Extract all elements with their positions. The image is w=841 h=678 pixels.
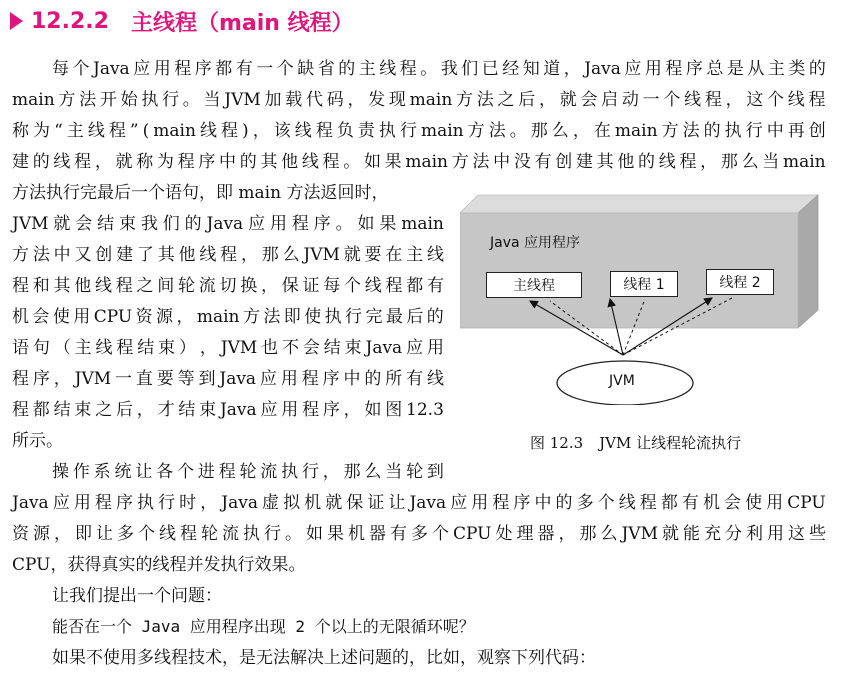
main-thread-box: 主线程 bbox=[486, 272, 582, 298]
figure-number: 图 12.3 bbox=[530, 434, 584, 452]
text-line: 方 法 中 又 创 建 了 其 他 线 程 ， 那 么 JVM 就 要 在 主 线 bbox=[12, 245, 444, 265]
text-line: CPU，获得真实的线程并发执行效果。 bbox=[12, 555, 306, 575]
paragraph-5: 如果不使用多线程技术，是无法解决上述问题的，比如，观察下列代码： bbox=[52, 648, 596, 668]
text-line: 每 个 Java 应 用 程 序 都 有 一 个 缺 省 的 主 线 程 。 我 们 已 经 知 道 ， Java 应 用 程 序 总 是 从 主 类 的 bbox=[52, 59, 826, 79]
text-line: main 方 法 开 始 执 行 。 当 JVM 加 载 代 码 ， 发 现 main 方 法 之 后 ， 就 会 启 动 一 个 线 程 ， 这 个 线 程 bbox=[12, 90, 826, 110]
java-app-label: Java 应用程序 bbox=[490, 235, 581, 251]
paragraph-3: 让我们提出一个问题： bbox=[52, 586, 222, 606]
text-line: 程 序 ， JVM 一 直 要 等 到 Java 应 用 程 序 中 的 所 有 线 bbox=[12, 369, 444, 389]
box-top-face bbox=[460, 195, 818, 213]
figure-caption bbox=[530, 432, 741, 453]
paragraph-4-question: 能否在一个 Java 应用程序出现 2 个以上的无限循环呢？ bbox=[52, 617, 475, 636]
section-title: 主线程（main 线程） bbox=[130, 10, 354, 36]
figure-jvm-threads bbox=[460, 175, 840, 465]
box-side-face bbox=[798, 195, 818, 328]
thread-1-box: 线程 1 bbox=[610, 271, 678, 297]
text-line: 方法执行完最后一个语句，即 main 方法返回时， bbox=[12, 183, 389, 203]
text-line: 程 都 结 束 之 后 ， 才 结 束 Java 应 用 程 序 ， 如 图 12.3 bbox=[12, 400, 444, 420]
text-line: 称 为 “ 主 线 程 ” ( main 线 程 ) ， 该 线 程 负 责 执 行 main 方 法 。 那 么 ， 在 main 方 法 的 执 行 中 再 创 bbox=[12, 121, 826, 141]
figure-caption-text: JVM 让线程轮流执行 bbox=[599, 434, 742, 452]
text-line: Java 应 用 程 序 执 行 时 ， Java 虚 拟 机 就 保 证 让 Java 应 用 程 序 中 的 多 个 线 程 都 有 机 会 使 用 CPU bbox=[12, 493, 826, 513]
section-number: 12.2.2 bbox=[31, 8, 109, 34]
text-line: 建 的 线 程 ， 就 称 为 程 序 中 的 其 他 线 程 。 如 果 main 方 法 中 没 有 创 建 其 他 的 线 程 ， 那 么 当 main bbox=[12, 152, 826, 172]
section-heading bbox=[10, 6, 354, 36]
text-line: 机 会 使 用 CPU 资 源 ， main 方 法 即 使 执 行 完 最 后 的 bbox=[12, 307, 444, 327]
thread-2-box: 线程 2 bbox=[706, 269, 774, 295]
triangle-bullet-icon bbox=[10, 12, 23, 30]
text-line: 语 句 （ 主 线 程 结 束 ） ， JVM 也 不 会 结 束 Java 应 用 bbox=[12, 338, 444, 358]
text-line: JVM 就 会 结 束 我 们 的 Java 应 用 程 序 。 如 果 main bbox=[12, 214, 444, 234]
text-line: 操 作 系 统 让 各 个 进 程 轮 流 执 行 ， 那 么 当 轮 到 bbox=[52, 462, 444, 482]
text-line: 所示。 bbox=[12, 431, 63, 451]
text-line: 程 和 其 他 线 程 之 间 轮 流 切 换 ， 保 证 每 个 线 程 都 有 bbox=[12, 276, 444, 296]
text-line: 资 源 ， 即 让 多 个 线 程 轮 流 执 行 。 如 果 机 器 有 多 个 CPU 处 理 器 ， 那 么 JVM 就 能 充 分 利 用 这 些 bbox=[12, 524, 826, 544]
jvm-label: JVM bbox=[609, 373, 635, 389]
